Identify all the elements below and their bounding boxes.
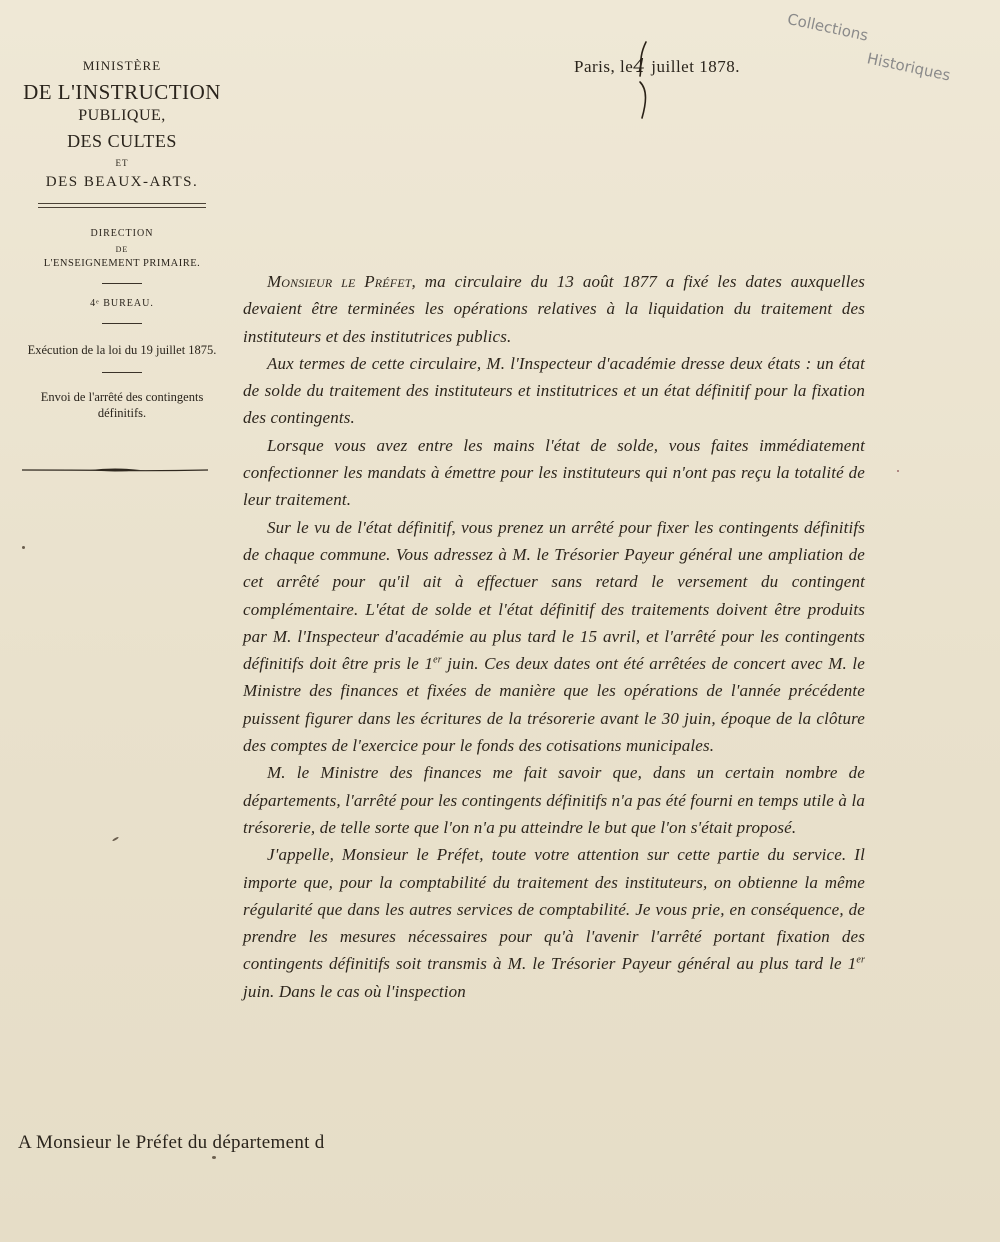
sidebar-rule-2 (102, 323, 142, 324)
paper-speck (112, 836, 119, 841)
salutation: Monsieur le Préfet, (267, 272, 416, 291)
sidebar-bureau: 4ᵉ BUREAU. (90, 298, 154, 309)
paragraph-6-sup: er (856, 954, 865, 966)
address-line: A Monsieur le Préfet du département d (18, 1132, 325, 1153)
sidebar-de: DE (115, 245, 129, 254)
paper-speck (22, 546, 25, 549)
handwritten-stroke (630, 38, 660, 128)
paper-speck (897, 470, 899, 472)
date-prefix: Paris, le (574, 57, 634, 76)
paragraph-1-text: ma circulaire du 13 août 1877 a fixé les dates auxquelles devaient être terminées les opérations relatives à la liquidation du traitement des instituteurs et des institutrices publics. (243, 272, 866, 346)
paragraph-6 (243, 841, 865, 1005)
paragraph-4-text-b: juin. Ces deux dates ont été arrêtées de concert avec M. le Ministre des finances et fixées de manière que les opérations de l'année précédente puissent figurer dans les écritures de la trésorerie avant le 30 juin, époque de la clôture des comptes de l'exercice pour le fonds des cotisations municipales. (243, 654, 865, 756)
collections-stamp (773, 8, 975, 126)
header-instruction: DE L'INSTRUCTION (23, 80, 221, 104)
header-publique: PUBLIQUE, (78, 107, 166, 124)
sidebar-execution: Exécution de la loi du 19 juillet 1875. (27, 343, 217, 357)
header-beaux-arts: DES BEAUX-ARTS. (45, 174, 199, 190)
sidebar-direction: DIRECTION (90, 228, 154, 239)
stamp-line-2: Historiques (865, 49, 953, 85)
stamp-line-1: Collections (785, 9, 870, 45)
sidebar-rule-3 (102, 372, 142, 373)
date-suffix: juillet 1878. (651, 57, 740, 76)
header-et: ET (115, 158, 129, 168)
ornament-rule (20, 466, 210, 474)
paragraph-4-text-a: Sur le vu de l'état définitif, vous prenez un arrêté pour fixer les contingents définitifs de chaque commune. Vous adressez à M. le Trésorier Payeur général une ampliation de cet arrêté pour qu'il ait à effectuer sans retard le versement du contingent complémentaire. L'état de solde et l'état définitif des traitements doivent être produits par M. l'Inspecteur d'académie au plus tard le 15 avril, et l'arrêté pour les contingents définitifs doit être pris le 1 (243, 517, 865, 674)
ministry-header (18, 54, 226, 421)
header-cultes: DES CULTES (67, 131, 177, 151)
header-double-rule (38, 203, 206, 208)
sidebar-enseignement: L'ENSEIGNEMENT PRIMAIRE. (43, 258, 201, 269)
paragraph-5: M. le Ministre des finances me fait savoir que, dans un certain nombre de départements, l'arrêté pour les contingents définitifs n'a pas été fourni en temps utile à la trésorerie, de telle sorte que l'on n'a pu atteindre le but que l'on s'était proposé. (243, 763, 865, 837)
paragraph-2: Aux termes de cette circulaire, M. l'Inspecteur d'académie dresse deux états : un état de solde du traitement des instituteurs et institutrices et un état définitif pour la fixation des contingents. (243, 353, 865, 428)
paragraph-6-text-a: J'appelle, Monsieur le Préfet, toute votre attention sur cette partie du service. Il importe que, pour la comptabilité du traitement des instituteurs, on obtienne la même régularité que dans les autres services de comptabilité. Je vous prie, en conséquence, de prendre les mesures nécessaires pour qu'à l'avenir l'arrêté portant fixation des contingents définitifs soit transmis à M. le Trésorier Payeur général au plus tard le 1 (243, 845, 865, 974)
paragraph-4 (243, 514, 865, 760)
date-day-handwritten: 4 (633, 55, 646, 77)
sidebar-envoi: Envoi de l'arrêté des contingents définitifs. (40, 390, 204, 420)
sidebar-rule-1 (102, 283, 142, 284)
paragraph-4-sup: er (433, 654, 442, 666)
letter-body (243, 268, 865, 1005)
paragraph-3: Lorsque vous avez entre les mains l'état de solde, vous faites immédiatement confectionner les mandats à émettre pour les instituteurs qui n'ont pas reçu la totalité de leur traitement. (243, 435, 865, 510)
header-ministere: MINISTÈRE (82, 58, 162, 73)
paragraph-1 (243, 268, 865, 350)
paragraph-6-text-b: juin. Dans le cas où l'inspection (243, 981, 466, 1001)
paper-speck (212, 1156, 216, 1159)
